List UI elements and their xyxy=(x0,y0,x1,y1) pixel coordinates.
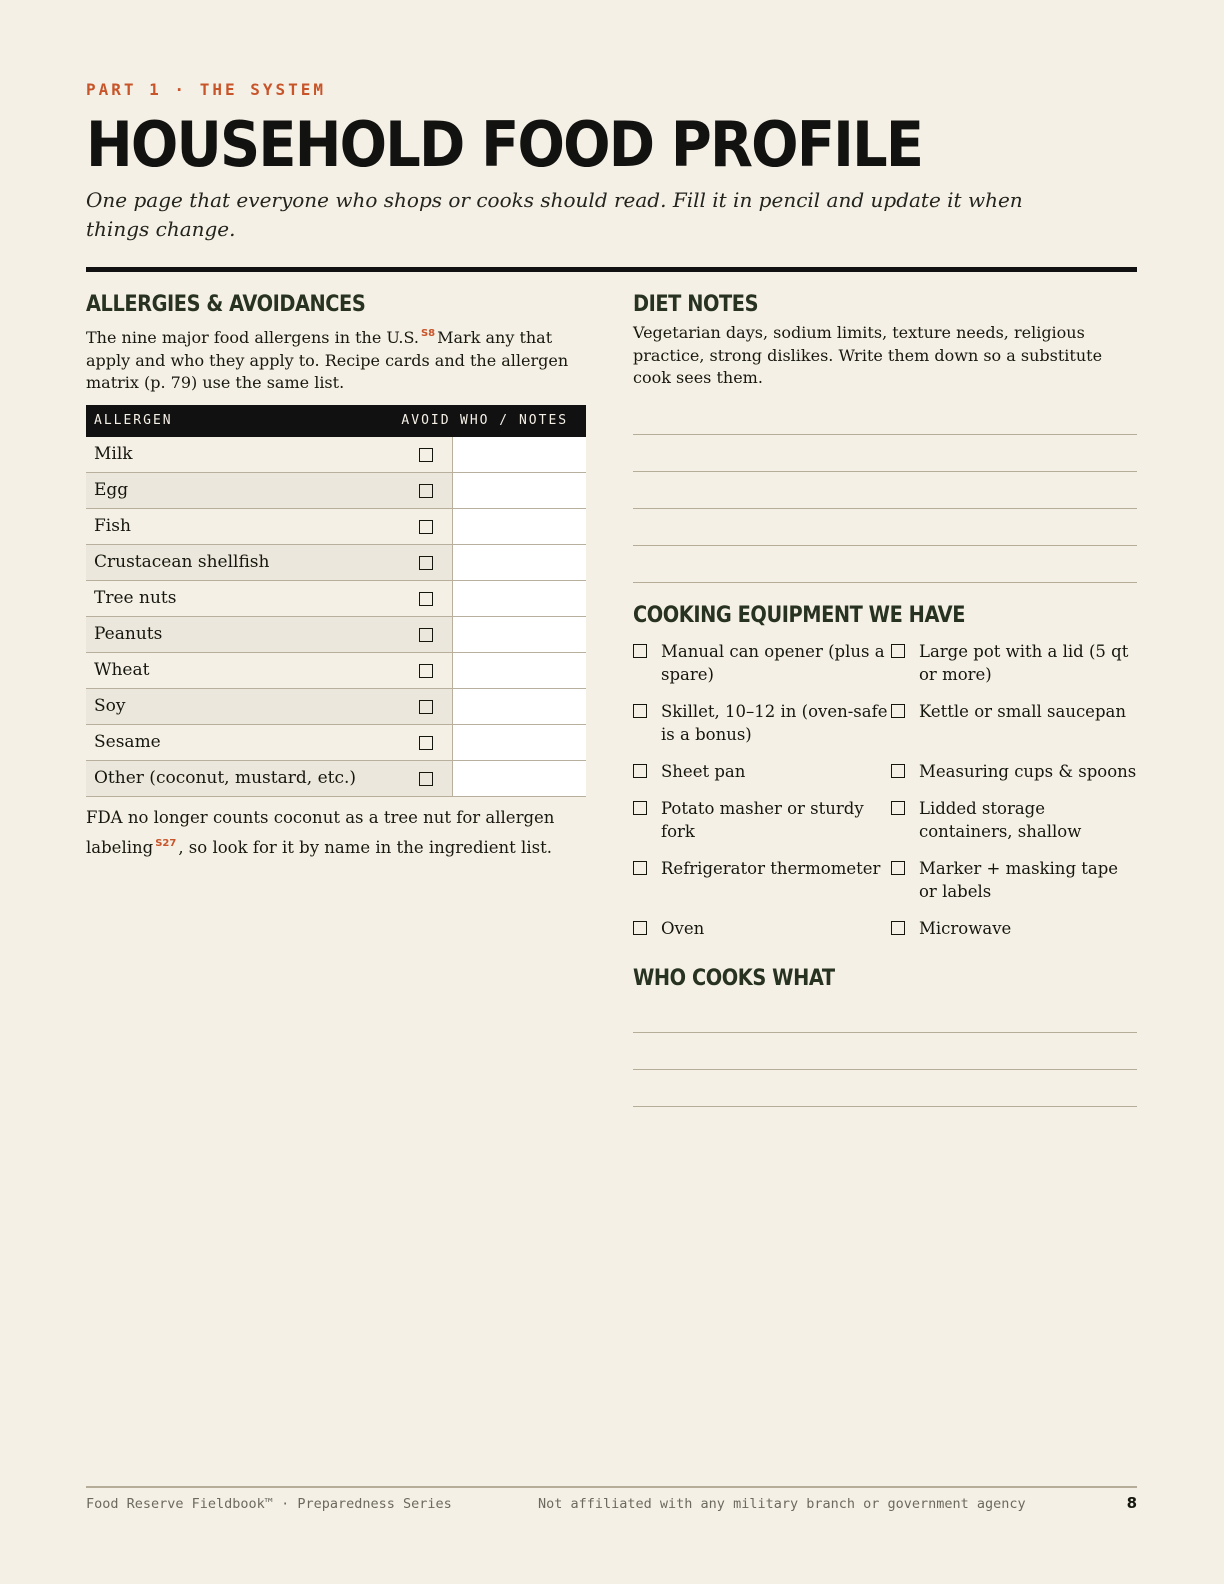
equipment-checklist xyxy=(633,640,1137,940)
allergies-intro-text-cont: Mark any that apply and who they apply to. Recipe cards and the allergen matrix (p. 79) use the same list. xyxy=(86,328,569,392)
equipment-checkbox[interactable] xyxy=(891,921,905,935)
avoid-checkbox[interactable] xyxy=(419,664,433,678)
allergen-name: Tree nuts xyxy=(86,580,400,616)
notes-field[interactable] xyxy=(452,652,586,688)
allergen-row xyxy=(86,580,586,616)
allergen-name: Milk xyxy=(86,437,400,473)
equipment-item[interactable] xyxy=(891,760,1137,783)
allergies-footnote xyxy=(86,805,591,861)
equipment-item[interactable] xyxy=(633,640,891,686)
equipment-item[interactable] xyxy=(633,917,891,940)
equipment-checkbox[interactable] xyxy=(633,861,647,875)
notes-field[interactable] xyxy=(452,437,586,473)
who-cooks-title: WHO COOKS WHAT xyxy=(633,965,835,991)
equipment-checkbox[interactable] xyxy=(633,764,647,778)
avoid-cell xyxy=(400,652,452,688)
avoid-checkbox[interactable] xyxy=(419,484,433,498)
avoid-cell xyxy=(400,580,452,616)
allergen-row xyxy=(86,472,586,508)
footer-series: Food Reserve Fieldbook™ · Preparedness Series xyxy=(86,1496,452,1512)
equipment-checkbox[interactable] xyxy=(891,764,905,778)
source-ref[interactable]: S27 xyxy=(155,837,177,849)
avoid-checkbox[interactable] xyxy=(419,700,433,714)
equipment-label: Skillet, 10–12 in (oven-safe is a bonus) xyxy=(661,701,888,744)
notes-field[interactable] xyxy=(452,760,586,796)
allergen-row xyxy=(86,616,586,652)
avoid-checkbox[interactable] xyxy=(419,592,433,606)
equipment-item[interactable] xyxy=(891,700,1137,746)
equipment-item[interactable] xyxy=(891,917,1137,940)
write-line[interactable] xyxy=(633,509,1137,546)
equipment-checkbox[interactable] xyxy=(633,644,647,658)
source-ref[interactable]: S8 xyxy=(420,328,436,339)
column-header-allergen: ALLERGEN xyxy=(86,405,400,437)
header-divider xyxy=(86,267,1137,272)
avoid-cell xyxy=(400,437,452,473)
allergen-name: Wheat xyxy=(86,652,400,688)
diet-notes-lines[interactable] xyxy=(633,398,1137,583)
avoid-checkbox[interactable] xyxy=(419,772,433,786)
allergen-row xyxy=(86,688,586,724)
equipment-label: Potato masher or sturdy fork xyxy=(661,798,864,841)
write-line[interactable] xyxy=(633,398,1137,435)
avoid-cell xyxy=(400,616,452,652)
equipment-label: Kettle or small saucepan xyxy=(919,701,1126,721)
column-header-notes: WHO / NOTES xyxy=(452,405,586,437)
avoid-cell xyxy=(400,760,452,796)
page-number: 8 xyxy=(1126,1494,1137,1512)
equipment-label: Manual can opener (plus a spare) xyxy=(661,641,885,684)
notes-field[interactable] xyxy=(452,544,586,580)
notes-field[interactable] xyxy=(452,580,586,616)
notes-field[interactable] xyxy=(452,688,586,724)
equipment-label: Sheet pan xyxy=(661,761,746,781)
write-line[interactable] xyxy=(633,1033,1137,1070)
avoid-checkbox[interactable] xyxy=(419,556,433,570)
allergen-row xyxy=(86,652,586,688)
equipment-checkbox[interactable] xyxy=(633,801,647,815)
who-cooks-lines[interactable] xyxy=(633,996,1137,1107)
allergen-name: Sesame xyxy=(86,724,400,760)
equipment-checkbox[interactable] xyxy=(633,704,647,718)
page-title: HOUSEHOLD FOOD PROFILE xyxy=(86,108,923,181)
allergen-row xyxy=(86,544,586,580)
allergen-name: Egg xyxy=(86,472,400,508)
write-line[interactable] xyxy=(633,1070,1137,1107)
allergen-row xyxy=(86,437,586,473)
allergen-row xyxy=(86,724,586,760)
equipment-checkbox[interactable] xyxy=(891,644,905,658)
equipment-item[interactable] xyxy=(891,857,1137,903)
avoid-cell xyxy=(400,472,452,508)
allergies-section xyxy=(86,292,591,861)
section-kicker: PART 1 · THE SYSTEM xyxy=(86,80,327,99)
equipment-label: Lidded storage containers, shallow xyxy=(919,798,1082,841)
equipment-item[interactable] xyxy=(633,857,891,903)
equipment-item[interactable] xyxy=(633,797,891,843)
diet-notes-text: Vegetarian days, sodium limits, texture needs, religious practice, strong dislikes. Write them down so a substitute cook sees them. xyxy=(633,323,1103,387)
equipment-title: COOKING EQUIPMENT WE HAVE xyxy=(633,602,966,628)
equipment-label: Large pot with a lid (5 qt or more) xyxy=(919,641,1129,684)
write-line[interactable] xyxy=(633,472,1137,509)
equipment-label: Microwave xyxy=(919,918,1012,938)
allergen-row xyxy=(86,508,586,544)
write-line[interactable] xyxy=(633,435,1137,472)
avoid-cell xyxy=(400,544,452,580)
allergen-name: Fish xyxy=(86,508,400,544)
allergen-row xyxy=(86,760,586,796)
notes-field[interactable] xyxy=(452,508,586,544)
write-line[interactable] xyxy=(633,546,1137,583)
allergen-name: Peanuts xyxy=(86,616,400,652)
equipment-label: Measuring cups & spoons xyxy=(919,761,1137,781)
right-column xyxy=(633,292,1137,1107)
allergen-name: Crustacean shellfish xyxy=(86,544,400,580)
notes-field[interactable] xyxy=(452,724,586,760)
allergen-table xyxy=(86,405,586,797)
equipment-item[interactable] xyxy=(633,760,891,783)
equipment-checkbox[interactable] xyxy=(891,704,905,718)
equipment-label: Refrigerator thermometer xyxy=(661,858,881,878)
footer-disclaimer: Not affiliated with any military branch or government agency xyxy=(538,1496,1026,1512)
diet-notes-title: DIET NOTES xyxy=(633,292,759,317)
equipment-checkbox[interactable] xyxy=(633,921,647,935)
page-subtitle: One page that everyone who shops or cooks should read. Fill it in pencil and update it when things change. xyxy=(86,188,1023,241)
equipment-checkbox[interactable] xyxy=(891,801,905,815)
write-line[interactable] xyxy=(633,996,1137,1033)
equipment-label: Marker + masking tape or labels xyxy=(919,858,1119,901)
avoid-checkbox[interactable] xyxy=(419,628,433,642)
avoid-checkbox[interactable] xyxy=(419,520,433,534)
allergen-table-header xyxy=(86,405,586,437)
notes-field[interactable] xyxy=(452,472,586,508)
allergies-title: ALLERGIES & AVOIDANCES xyxy=(86,292,366,317)
equipment-label: Oven xyxy=(661,918,705,938)
page xyxy=(86,0,1137,1584)
avoid-checkbox[interactable] xyxy=(419,736,433,750)
allergen-name: Soy xyxy=(86,688,400,724)
allergies-intro xyxy=(86,323,591,395)
column-header-avoid: AVOID xyxy=(400,405,452,437)
avoid-cell xyxy=(400,724,452,760)
equipment-item[interactable] xyxy=(891,797,1137,843)
notes-field[interactable] xyxy=(452,616,586,652)
footnote-text: FDA no longer counts coconut as a tree nut for allergen labeling xyxy=(86,807,555,857)
equipment-checkbox[interactable] xyxy=(891,861,905,875)
equipment-item[interactable] xyxy=(633,700,891,746)
footnote-text-cont: , so look for it by name in the ingredient list. xyxy=(178,837,552,857)
avoid-checkbox[interactable] xyxy=(419,448,433,462)
footer-divider xyxy=(86,1486,1137,1488)
allergen-name: Other (coconut, mustard, etc.) xyxy=(86,760,400,796)
avoid-cell xyxy=(400,688,452,724)
avoid-cell xyxy=(400,508,452,544)
equipment-item[interactable] xyxy=(891,640,1137,686)
allergies-intro-text: The nine major food allergens in the U.S. xyxy=(86,328,419,347)
